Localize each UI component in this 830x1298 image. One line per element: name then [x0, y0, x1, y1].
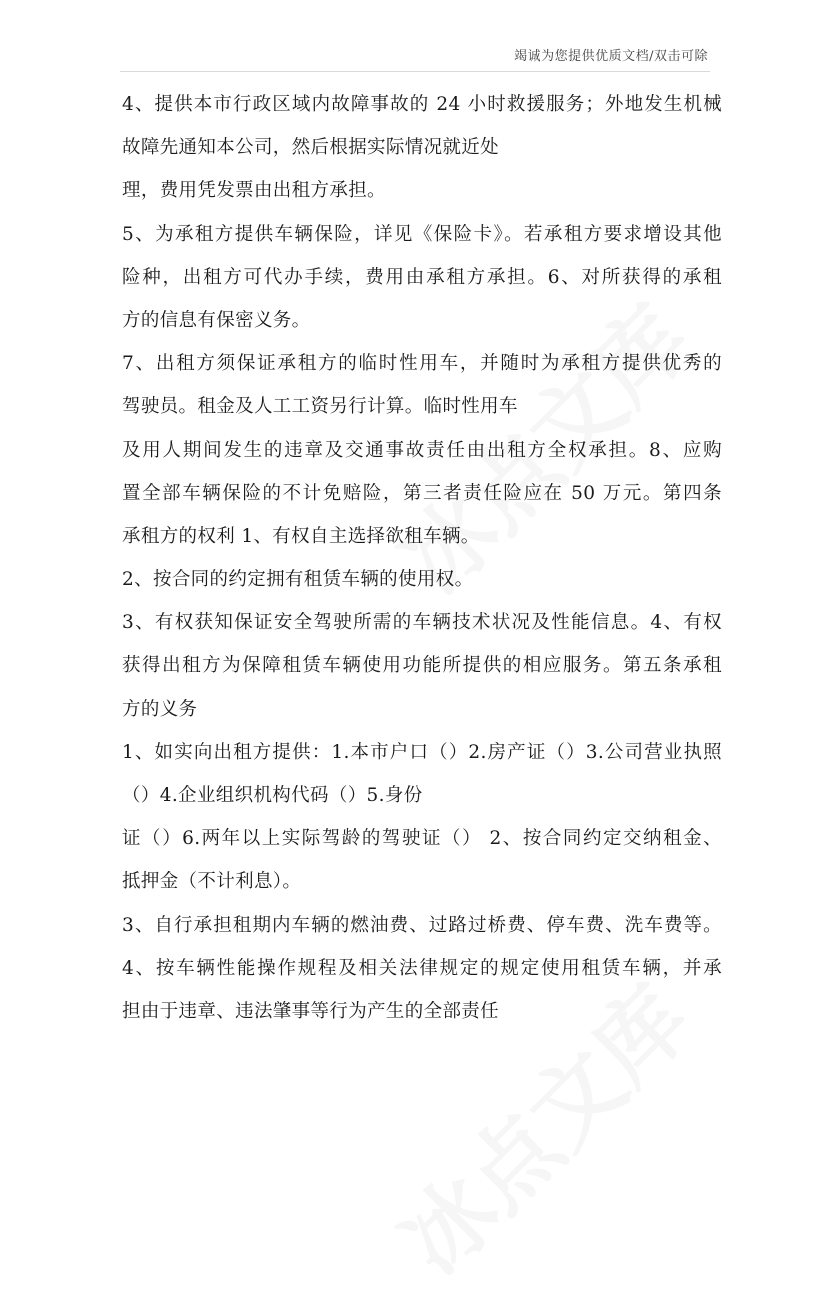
text-line: 抵押金（不计利息）。 [122, 871, 302, 893]
text-line: 置全部车辆保险的不计免赔险，第三者责任险应在 50 万元。第四条 [122, 482, 722, 504]
text-line: 证（）6.两年以上实际驾龄的驾驶证（） 2、按合同约定交纳租金、 [122, 828, 722, 850]
text-line: 7、出租方须保证承租方的临时性用车，并随时为承租方提供优秀的 [122, 353, 722, 375]
header-divider [120, 71, 710, 72]
text-line: 理，费用凭发票由出租方承担。 [122, 180, 386, 202]
text-line: 险种，出租方可代办手续，费用由承租方承担。6、对所获得的承租 [122, 266, 722, 288]
text-line: 及用人期间发生的违章及交通事故责任由出租方全权承担。8、应购 [122, 439, 722, 461]
text-line: 3、自行承担租期内车辆的燃油费、过路过桥费、停车费、洗车费等。 [122, 914, 722, 936]
text-line: 3、有权获知保证安全驾驶所需的车辆技术状况及性能信息。4、有权 [122, 612, 722, 634]
text-line: 承租方的权利 1、有权自主选择欲租车辆。 [122, 525, 480, 547]
text-line: 1、如实向出租方提供：1.本市户口（）2.房产证（）3.公司营业执照 [122, 741, 722, 763]
text-line: 故障先通知本公司，然后根据实际情况就近处 [122, 137, 500, 159]
text-line: 2、按合同的约定拥有租赁车辆的使用权。 [122, 569, 474, 591]
text-line: 方的义务 [122, 698, 198, 720]
header-note: 竭诚为您提供优质文档/双击可除 [514, 49, 708, 64]
text-line: 驾驶员。租金及人工工资另行计算。临时性用车 [122, 396, 518, 418]
text-line: 4、按车辆性能操作规程及相关法律规定的规定使用租赁车辆，并承 [122, 957, 722, 979]
text-line: 方的信息有保密义务。 [122, 309, 311, 331]
text-line: 4、提供本市行政区域内故障事故的 24 小时救援服务；外地发生机械 [122, 94, 722, 115]
text-line: 5、为承租方提供车辆保险，详见《保险卡》。若承租方要求增设其他 [122, 223, 722, 245]
document-body [122, 83, 722, 1033]
text-line: 获得出租方为保障租赁车辆使用功能所提供的相应服务。第五条承租 [122, 655, 722, 677]
text-line: 担由于违章、违法肇事等行为产生的全部责任 [122, 1000, 500, 1022]
text-line: （）4.企业组织机构代码（）5.身份 [122, 785, 423, 806]
